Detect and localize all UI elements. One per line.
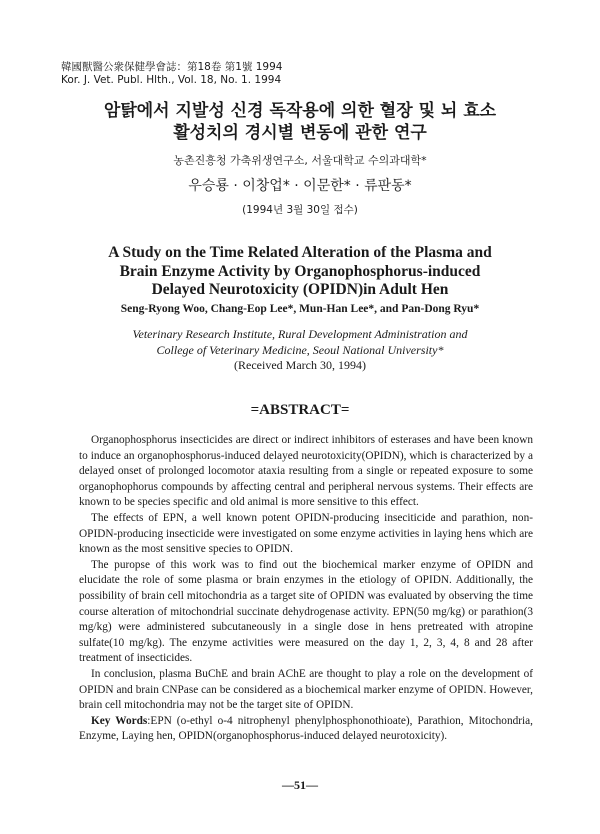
keywords-text: :EPN (o-ethyl o-4 nitrophenyl phenylphosphonothioate), Parathion, Mitochondria, Enzyme, Laying hen, OPIDN(organophosphorus-induced delayed neurotoxicity). (79, 714, 533, 743)
korean-authors: 우승룡 · 이창업* · 이문한* · 류판동* (188, 178, 412, 194)
abstract-paragraph: Organophosphorus insecticides are direct or indirect inhibitors of esterases and have been known to induce an organophosphorus-induced delayed neurotoxicity(OPIDN), which is characterized by a delayed onset of prolonged locomotor ataxia resulting from a single or repeated exposure to some organophophorus compounds by affecting central and peripheral nervous systems. Their effects are known to be species specific and old animal is more sensitive to this effect. (79, 434, 533, 509)
journal-name-english: Kor. J. Vet. Publ. Hlth., Vol. 18, No. 1. 1994 (61, 74, 282, 86)
abstract-paragraph: The effects of EPN, a well known potent OPIDN-producing inseciticide and parathion, non-OPIDN-producing insecticide were investigated on some enzyme activities in laying hens which are known as the most sensitive species to OPIDN. (79, 511, 533, 556)
korean-affiliation: 농촌진흥청 가축위생연구소, 서울대학교 수의과대학* (173, 154, 427, 167)
korean-title (0, 100, 600, 144)
page-number: —51— (282, 778, 318, 792)
abstract-heading: =ABSTRACT= (250, 402, 350, 418)
journal-name-korean: 韓國獸醫公衆保健學會誌：第18卷 第1號 1994 (61, 61, 283, 73)
keywords (79, 714, 533, 745)
english-authors: Seng-Ryong Woo, Chang-Eop Lee*, Mun-Han Lee*, and Pan-Dong Ryu* (120, 303, 480, 315)
affiliation-line: College of Veterinary Medicine, Seoul National University* (156, 343, 444, 357)
journal-header (61, 61, 282, 87)
english-title-line: A Study on the Time Related Alteration of the Plasma and (108, 244, 492, 261)
korean-title-line: 활성치의 경시별 변동에 관한 연구 (173, 123, 427, 143)
abstract-body (79, 433, 533, 745)
english-title (0, 244, 600, 300)
affiliation-line: Veterinary Research Institute, Rural Development Administration and (132, 327, 468, 341)
abstract-paragraph: The puropse of this work was to find out the biochemical marker enzyme of OPIDN and elucidate the role of some plasma or brain enzymes in the etiology of OPIDN. Additionally, the possibility of brain cell mitochondria as a target site of OPIDN was evaluated by observing the time course alteration of mitochondrial succinate dehydrogenase activity. EPN(50 mg/kg) or parathion(3 mg/kg) were administered subcutaneously in a single dose in hens pretreated with atropine sulfate(10 mg/kg). The enzyme activities were measured on the day 1, 2, 3, 4, 8 and 28 after treatment of insecticides. (79, 558, 533, 665)
english-affiliation (0, 326, 600, 358)
abstract-paragraph: In conclusion, plasma BuChE and brain AChE are thought to play a role on the development of OPIDN and brain CNPase can be considered as a biochemical marker enzyme of OPIDN. However, brain cell mitochondria may not be the target site of OPIDN. (79, 667, 533, 712)
keywords-label: Key Words (91, 714, 148, 727)
korean-received-date: (1994년 3월 30일 접수) (242, 204, 358, 216)
english-title-line: Brain Enzyme Activity by Organophosphorus-induced (119, 262, 481, 280)
english-received-date: (Received March 30, 1994) (234, 358, 366, 372)
korean-title-line: 암탉에서 지발성 신경 독작용에 의한 혈장 및 뇌 효소 (103, 101, 497, 121)
english-title-line: Delayed Neurotoxicity (OPIDN)in Adult Hen (151, 281, 449, 298)
